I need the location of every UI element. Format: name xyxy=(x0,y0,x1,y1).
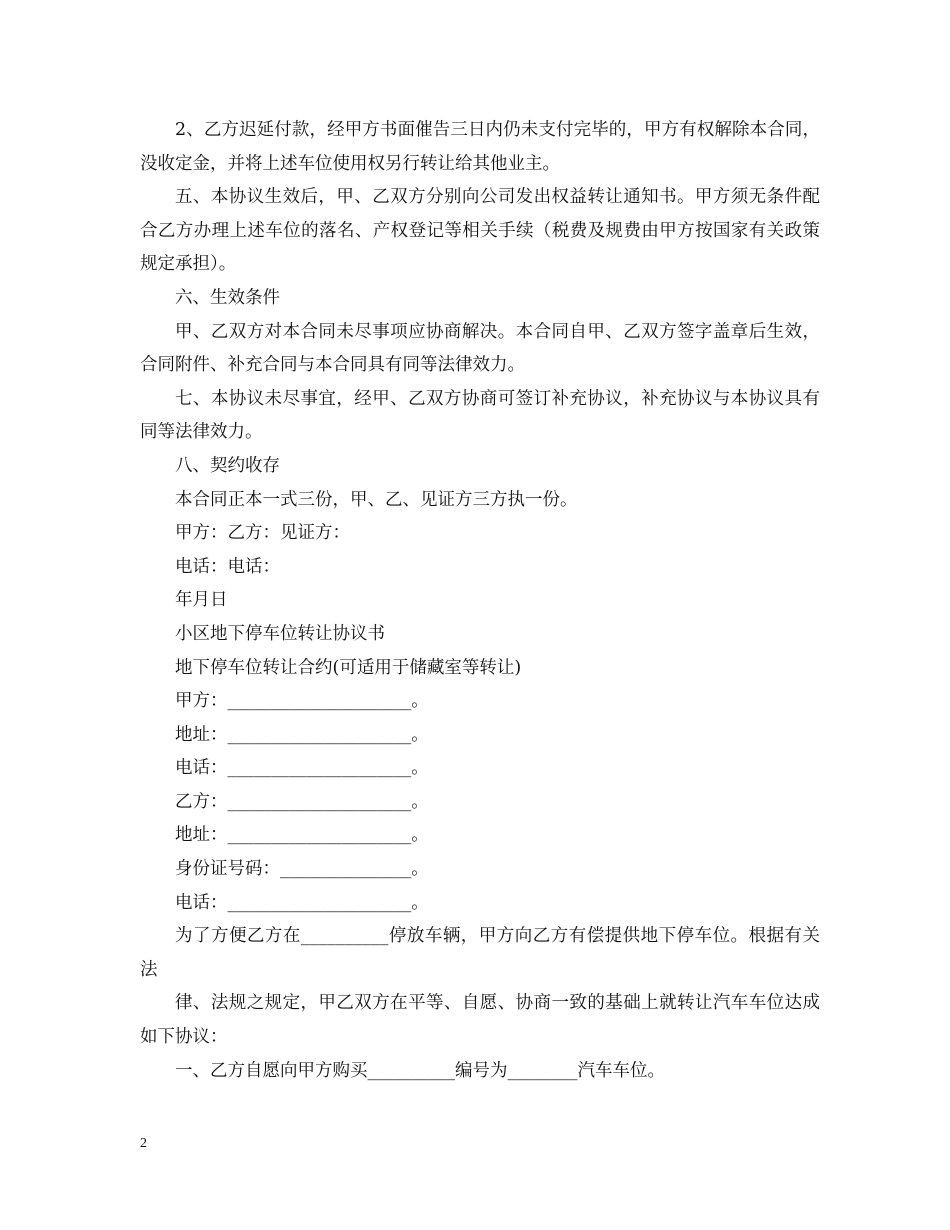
signature-parties-line: 甲方：乙方：见证方： xyxy=(175,523,350,544)
signature-phone-line: 电话：电话： xyxy=(175,556,280,577)
paragraph-purpose: 为了方便乙方在__________停放车辆，甲方向乙方有偿提供地下停车位。根据有关法 xyxy=(140,926,820,980)
document-subtitle: 地下停车位转让合约(可适用于储藏室等转让) xyxy=(175,657,522,678)
paragraph-legal-basis: 律、法规之规定，甲乙双方在平等、自愿、协商一致的基础上就转让汽车车位达成如下协议： xyxy=(140,993,820,1048)
heading-clause-6: 六、生效条件 xyxy=(175,287,280,308)
party-b-id-field: 身份证号码：_______________。 xyxy=(175,859,429,880)
party-a-address-field: 地址：_____________________。 xyxy=(175,724,429,745)
paragraph-clause-7: 七、本协议未尽事宜，经甲、乙双方协商可签订补充协议，补充协议与本协议具有同等法律效力。 xyxy=(140,388,820,443)
paragraph-copies: 本合同正本一式三份，甲、乙、见证方三方执一份。 xyxy=(175,489,578,510)
paragraph-late-payment: 2、乙方迟延付款，经甲方书面催告三日内仍未支付完毕的，甲方有权解除本合同，没收定金，并将上述车位使用权另行转让给其他业主。 xyxy=(140,120,820,174)
paragraph-clause-1: 一、乙方自愿向甲方购买__________编号为________汽车车位。 xyxy=(175,1060,665,1081)
page-number: 2 xyxy=(140,1136,147,1151)
party-b-phone-field: 电话：_____________________。 xyxy=(175,892,429,913)
party-a-field: 甲方：_____________________。 xyxy=(175,691,429,712)
document-body xyxy=(140,114,820,1088)
heading-clause-8: 八、契约收存 xyxy=(175,455,280,476)
party-b-address-field: 地址：_____________________。 xyxy=(175,825,429,846)
signature-date-line: 年月日 xyxy=(175,590,228,611)
paragraph-effective-conditions: 甲、乙双方对本合同未尽事项应协商解决。本合同自甲、乙双方签字盖章后生效，合同附件、补充合同与本合同具有同等法律效力。 xyxy=(140,321,820,376)
paragraph-clause-5: 五、本协议生效后，甲、乙双方分别向公司发出权益转让通知书。甲方须无条件配合乙方办理上述车位的落名、产权登记等相关手续（税费及规费由甲方按国家有关政策规定承担）。 xyxy=(140,187,820,275)
document-title: 小区地下停车位转让协议书 xyxy=(175,623,385,644)
party-a-phone-field: 电话：_____________________。 xyxy=(175,758,429,779)
party-b-field: 乙方：_____________________。 xyxy=(175,791,429,812)
